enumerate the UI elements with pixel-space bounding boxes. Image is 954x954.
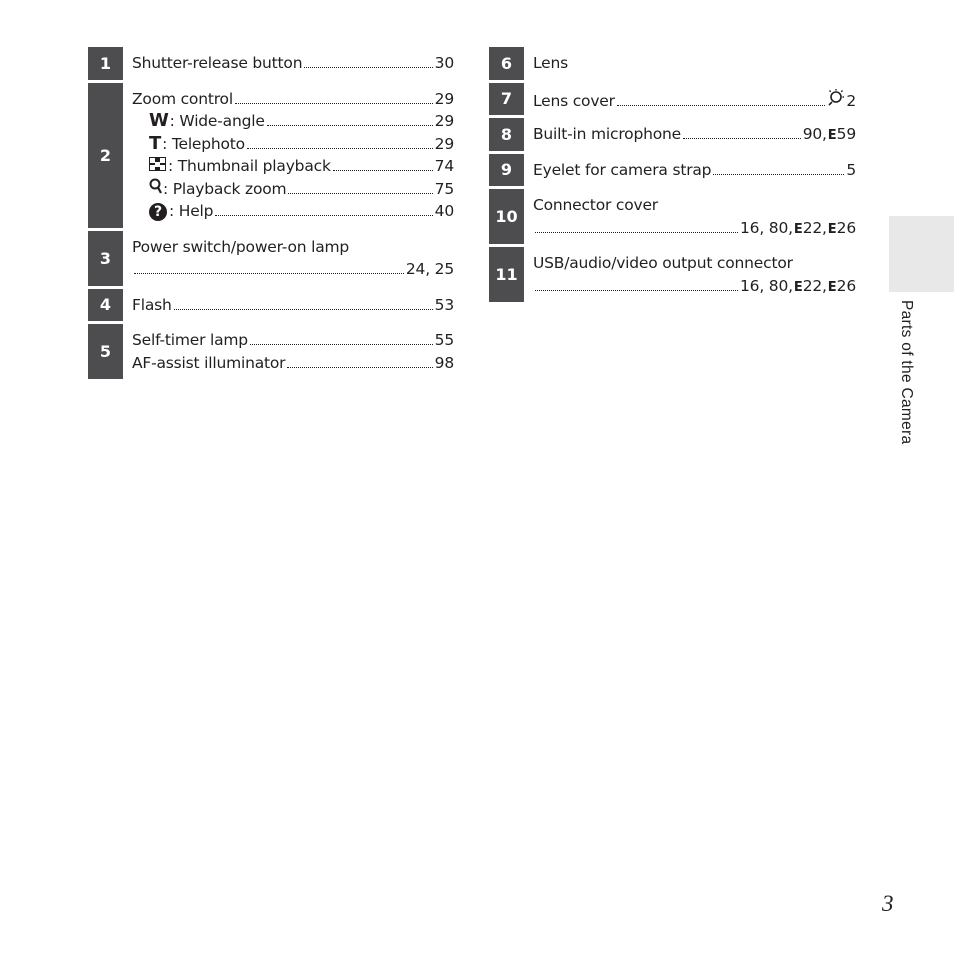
part-label: : Telephoto [162,134,245,153]
part-label: USB/audio/video output connector [533,254,793,272]
dot-leader [304,67,432,68]
dot-leader [287,367,432,368]
part-label: Lens [533,54,568,72]
part-label: Flash [132,295,172,314]
dot-leader [333,170,433,171]
part-label: Eyelet for camera strap [533,160,712,179]
part-line [132,52,454,75]
section-tab [889,216,954,292]
part-item-10 [489,189,856,244]
part-item-11 [489,247,856,302]
bulb-icon [827,88,845,113]
telephoto-icon: T [149,132,162,154]
reference-section-icon: E [793,279,802,295]
part-line [132,133,454,156]
part-number: 2 [88,83,123,228]
part-label: Zoom control [132,89,233,108]
part-item-6 [489,47,856,80]
part-line [132,178,454,201]
part-line [132,352,454,375]
page-ref[interactable]: 22, [802,218,827,237]
reference-section-icon: E [793,221,802,237]
help-icon: ? [149,203,167,221]
part-label: : Help [169,202,214,220]
part-number: 6 [489,47,524,80]
page-ref[interactable]: 40 [434,202,454,220]
part-item-8 [489,118,856,151]
part-label: AF-assist illuminator [132,353,286,372]
wide-angle-icon: W [149,110,169,131]
thumbnail-icon [149,157,166,171]
dot-leader [174,309,433,310]
page-ref[interactable]: 59 [836,125,856,143]
dot-leader [683,138,801,139]
playback-zoom-icon [149,178,162,201]
page-ref[interactable]: 90, [802,125,827,143]
part-number: 11 [489,247,524,302]
page-ref[interactable]: 75 [434,179,454,198]
part-line [533,252,856,275]
part-line [533,123,856,146]
part-line [533,217,856,240]
part-line [132,88,454,111]
dot-leader [247,148,433,149]
part-number: 7 [489,83,524,116]
part-number: 1 [88,47,123,80]
part-label: : Thumbnail playback [168,157,331,175]
part-line [132,329,454,352]
page-ref[interactable]: 26 [836,218,856,237]
dot-leader [288,193,432,194]
part-number: 3 [88,231,123,286]
dot-leader [617,105,826,106]
part-item-5 [88,324,454,379]
page-ref[interactable]: 2 [846,91,856,110]
page-ref[interactable]: 16, 80, [740,276,793,295]
part-label: Connector cover [533,196,658,214]
part-label: Lens cover [533,91,615,110]
dot-leader [713,174,844,175]
part-number: 5 [88,324,123,379]
dot-leader [250,344,433,345]
part-line [132,200,454,223]
part-item-7 [489,83,856,116]
part-line [132,258,454,281]
page-ref[interactable]: 5 [846,160,856,179]
reference-section-icon: E [827,128,836,143]
dot-leader [134,273,404,274]
page-ref[interactable]: 53 [434,295,454,314]
part-label: : Playback zoom [163,179,287,198]
dot-leader [235,103,433,104]
part-item-9 [489,154,856,187]
dot-leader [215,215,432,216]
part-item-2 [88,83,454,228]
part-number: 9 [489,154,524,187]
part-item-1 [88,47,454,80]
part-item-4 [88,289,454,322]
part-line [132,155,454,178]
page-number: 3 [882,891,894,916]
page-ref[interactable]: 98 [434,353,454,372]
part-number: 8 [489,118,524,151]
part-label: Shutter-release button [132,54,303,72]
page-ref[interactable]: 74 [434,157,454,175]
section-label: Parts of the Camera [898,300,915,445]
dot-leader [267,125,433,126]
part-line [132,110,454,133]
part-number: 10 [489,189,524,244]
part-label: Power switch/power-on lamp [132,237,350,256]
part-line [533,194,856,217]
page-ref[interactable]: 29 [434,112,454,130]
page-ref[interactable]: 26 [836,276,856,295]
dot-leader [535,290,738,291]
page-ref[interactable]: 24, 25 [405,260,454,278]
dot-leader [535,232,738,233]
reference-section-icon: E [827,221,836,237]
part-line [533,88,856,111]
part-line [533,159,856,182]
part-label: Built-in microphone [533,125,681,143]
part-label: Self-timer lamp [132,331,248,349]
page-ref[interactable]: 16, 80, [740,218,793,237]
part-label: : Wide-angle [169,112,265,130]
part-line [533,275,856,298]
part-number: 4 [88,289,123,322]
parts-list-left [88,47,454,382]
page-ref[interactable]: 29 [434,89,454,108]
page-ref[interactable]: 30 [434,54,454,72]
part-line [132,236,454,259]
part-item-3 [88,231,454,286]
part-line [533,52,856,75]
reference-section-icon: E [827,279,836,295]
page-ref[interactable]: 22, [802,276,827,295]
parts-list-right [489,47,856,305]
page-ref[interactable]: 55 [434,331,454,349]
part-line [132,294,454,317]
page-ref[interactable]: 29 [434,134,454,153]
